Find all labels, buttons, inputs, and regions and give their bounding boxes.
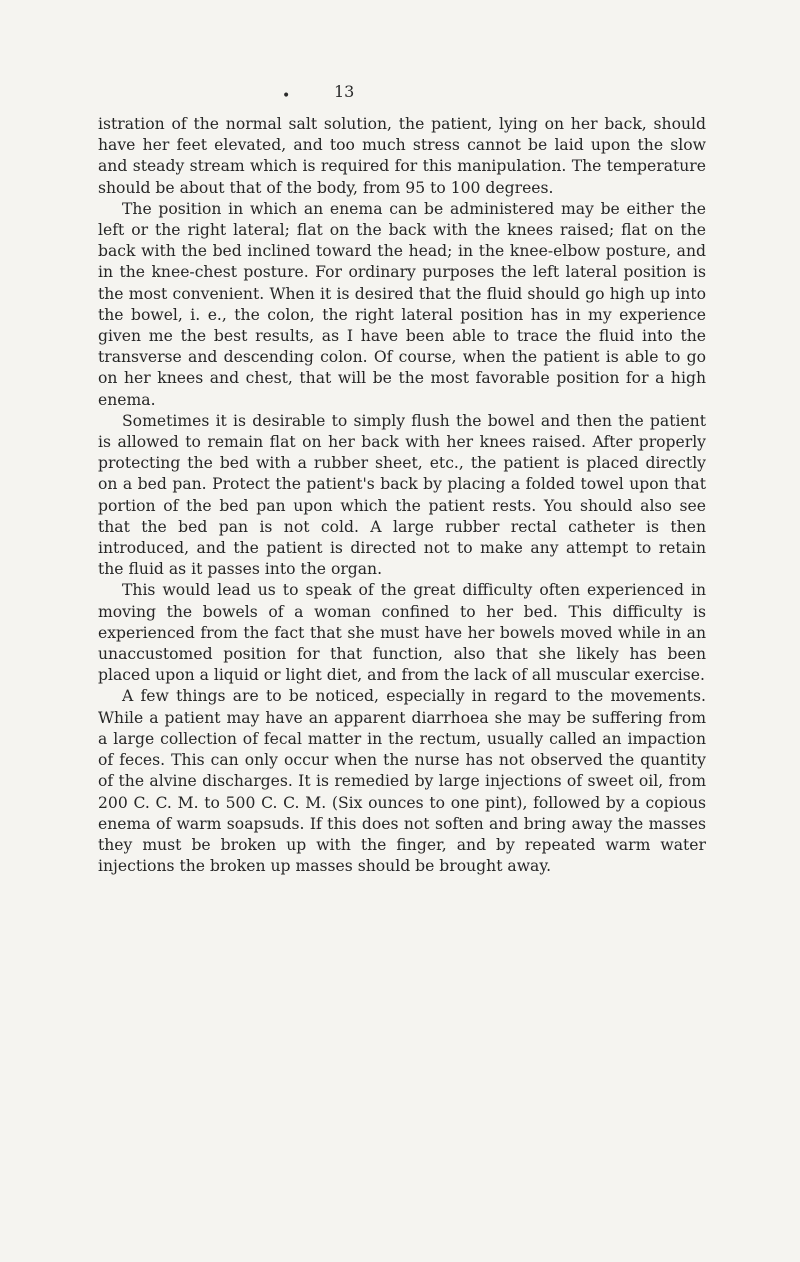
body-text	[98, 114, 706, 877]
header-bullet: •	[282, 88, 291, 104]
paragraph-enema-positions: The position in which an enema can be administered may be either the left or the right lateral; flat on the back with the knees raised; flat on the back with the bed inclined toward the head; in the knee-elbow posture, and in the knee-chest posture. For ordinary purposes the left lateral position is the most convenient. When it is desired that the fluid should go high up into the bowel, i. e., the colon, the right lateral position has in my experience given me the best results, as I have been able to trace the fluid into the transverse and descending colon. Of course, when the patient is able to go on her knees and chest, that will be the most favorable position for a high enema.	[98, 199, 706, 409]
page-number: 13	[334, 82, 355, 101]
paragraph-flush-bowel: Sometimes it is desirable to simply flush the bowel and then the patient is allowed to remain flat on her back with her knees raised. After properly protecting the bed with a rubber sheet, etc., the patient is placed directly on a bed pan. Protect the patient's back by placing a folded towel upon that portion of the bed pan upon which the patient rests. You should also see that the bed pan is not cold. A large rubber rectal catheter is then introduced, and the patient is directed not to make any attempt to retain the fluid as it passes into the organ.	[98, 411, 706, 579]
paragraph-difficulty: This would lead us to speak of the great difficulty often experienced in moving the bowels of a woman confined to her bed. This difficulty is experienced from the fact that she must have her bowels moved while in an unaccustomed position for that function, also that she likely has been placed upon a liquid or light diet, and from the lack of all muscular exercise.	[98, 581, 706, 685]
paragraph-continued: istration of the normal salt solution, the patient, lying on her back, should have her feet elevated, and too much stress cannot be laid upon the slow and steady stream which is required for this manipulation. The temperature should be about that of the body, from 95 to 100 degrees.	[98, 115, 706, 197]
paragraph-movements: A few things are to be noticed, especially in regard to the movements. While a patient may have an apparent diarrhoea she may be suffering from a large collection of fecal matter in the rectum, usually called an impaction of feces. This can only occur when the nurse has not observed the quantity of the alvine discharges. It is remedied by large injections of sweet oil, from 200 C. C. M. to 500 C. C. M. (Six ounces to one pint), followed by a copious enema of warm soapsuds. If this does not soften and bring away the masses they must be broken up with the finger, and by repeated warm water injections the broken up masses should be brought away.	[98, 687, 706, 876]
page-header	[0, 82, 800, 112]
